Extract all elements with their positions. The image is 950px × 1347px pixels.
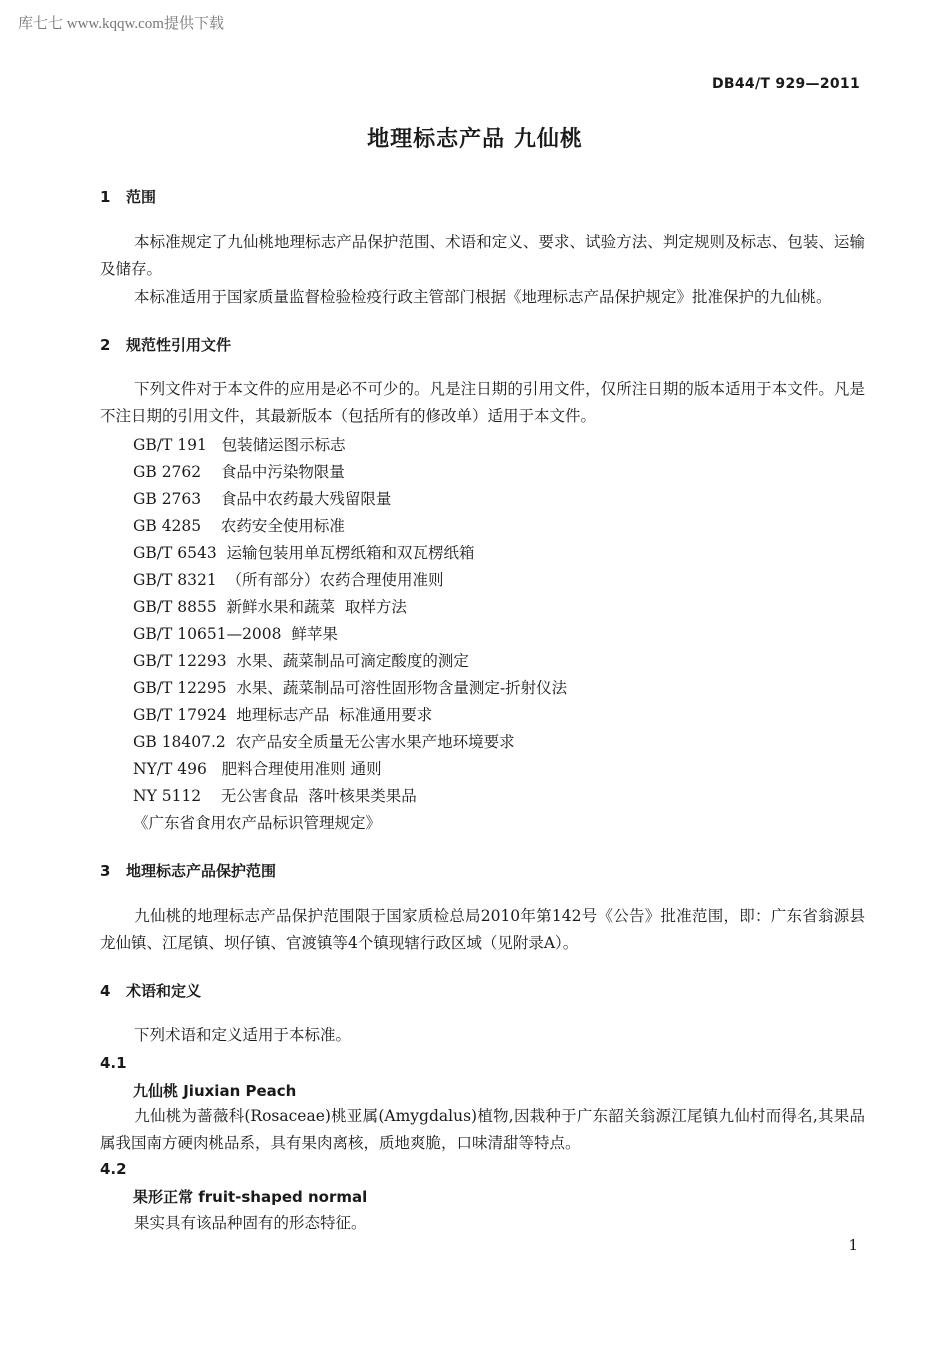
reference-item: GB/T 12295 水果、蔬菜制品可溶性固形物含量测定-折射仪法 — [133, 679, 568, 697]
clause-4-2-number: 4.2 — [100, 1160, 127, 1178]
paragraph-text: 下列术语和定义适用于本标准。 — [134, 1026, 352, 1044]
section-number: 1 — [100, 188, 111, 206]
reference-item: GB 18407.2 农产品安全质量无公害水果产地环境要求 — [133, 733, 515, 751]
section-1-paragraph-1 — [100, 229, 865, 283]
section-2-paragraph-1 — [100, 376, 865, 430]
reference-item: GB/T 12293 水果、蔬菜制品可滴定酸度的测定 — [133, 652, 469, 670]
term-fruit-shaped-normal: 果形正常 fruit-shaped normal — [133, 1188, 368, 1206]
section-number: 3 — [100, 862, 111, 880]
reference-item: NY/T 496 肥料合理使用准则 通则 — [133, 760, 382, 778]
section-title: 术语和定义 — [126, 982, 202, 1000]
reference-item: GB/T 8321 （所有部分）农药合理使用准则 — [133, 571, 444, 589]
section-1-heading — [100, 186, 156, 207]
section-title: 规范性引用文件 — [126, 336, 232, 354]
section-3-heading — [100, 860, 276, 881]
reference-item: GB/T 6543 运输包装用单瓦楞纸箱和双瓦楞纸箱 — [133, 544, 475, 562]
watermark: 库七七 www.kqqw.com提供下载 — [18, 16, 224, 32]
reference-item: GB/T 10651—2008 鲜苹果 — [133, 625, 338, 643]
paragraph-text: 果实具有该品种固有的形态特征。 — [134, 1214, 367, 1232]
page-number: 1 — [848, 1236, 858, 1254]
section-4-heading — [100, 980, 201, 1001]
reference-item: GB 2763 食品中农药最大残留限量 — [133, 490, 392, 508]
paragraph-text: 下列文件对于本文件的应用是必不可少的。凡是注日期的引用文件，仅所注日期的版本适用于本文件。凡是不注日期的引用文件，其最新版本（包括所有的修改单）适用于本文件。 — [100, 380, 865, 425]
paragraph-text: 九仙桃为蔷薇科(Rosaceae)桃亚属(Amygdalus)植物,因栽种于广东韶关翁源江尾镇九仙村而得名,其果品属我国南方硬肉桃品系，具有果肉离核，质地爽脆，口味清甜等特点。 — [100, 1107, 865, 1152]
term-fruit-shaped-normal-definition — [100, 1210, 865, 1237]
term-jiuxian-peach-definition — [100, 1103, 865, 1157]
paragraph-text: 本标准规定了九仙桃地理标志产品保护范围、术语和定义、要求、试验方法、判定规则及标志、包装、运输及储存。 — [100, 233, 865, 278]
section-2-heading — [100, 334, 231, 355]
section-title: 地理标志产品保护范围 — [126, 862, 277, 880]
reference-item: GB 2762 食品中污染物限量 — [133, 463, 345, 481]
paragraph-text: 本标准适用于国家质量监督检验检疫行政主管部门根据《地理标志产品保护规定》批准保护的九仙桃。 — [134, 288, 832, 306]
section-number: 2 — [100, 336, 111, 354]
reference-item: NY 5112 无公害食品 落叶核果类果品 — [133, 787, 417, 805]
section-4-paragraph-1 — [100, 1022, 865, 1049]
clause-4-1-number: 4.1 — [100, 1054, 127, 1072]
reference-item: 《广东省食用农产品标识管理规定》 — [133, 814, 382, 832]
paragraph-text: 九仙桃的地理标志产品保护范围限于国家质检总局2010年第142号《公告》批准范围，即：广东省翁源县龙仙镇、江尾镇、坝仔镇、官渡镇等4个镇现辖行政区域（见附录A）。 — [100, 907, 865, 952]
reference-item: GB/T 191 包装储运图示标志 — [133, 436, 346, 454]
page-title: 地理标志产品 九仙桃 — [367, 127, 583, 152]
section-number: 4 — [100, 982, 111, 1000]
term-jiuxian-peach: 九仙桃 Jiuxian Peach — [133, 1082, 297, 1100]
reference-item: GB/T 8855 新鲜水果和蔬菜 取样方法 — [133, 598, 407, 616]
document-number: DB44/T 929—2011 — [712, 76, 860, 92]
section-title: 范围 — [126, 188, 157, 206]
section-1-paragraph-2 — [100, 284, 865, 311]
reference-item: GB 4285 农药安全使用标准 — [133, 517, 345, 535]
reference-item: GB/T 17924 地理标志产品 标准通用要求 — [133, 706, 433, 724]
section-3-paragraph-1 — [100, 903, 865, 957]
